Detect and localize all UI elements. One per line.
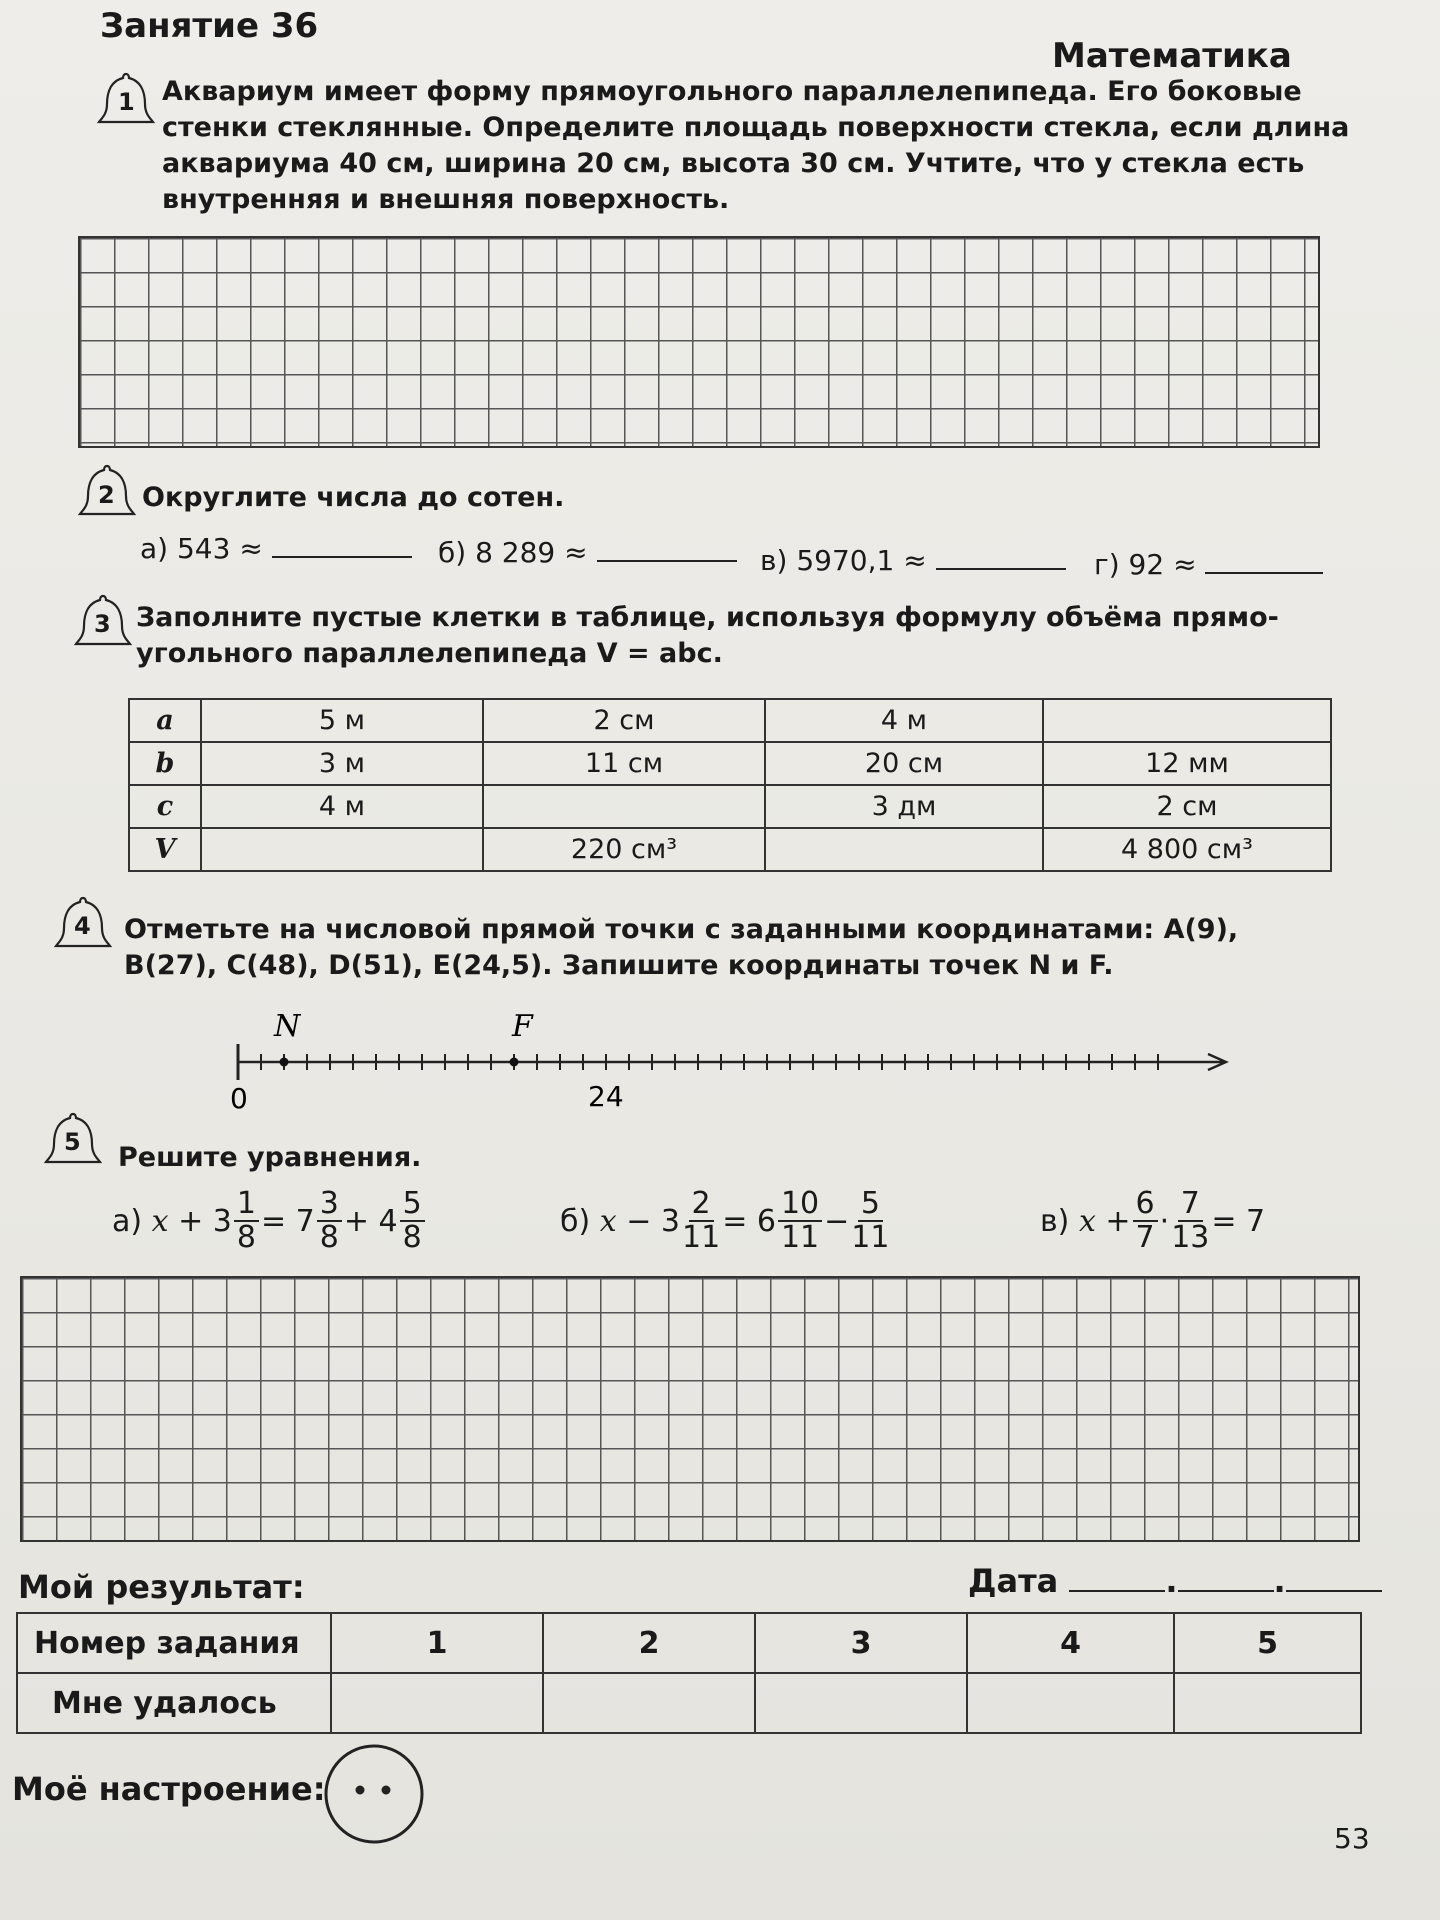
task-2-number: 2 [98, 481, 115, 509]
fraction-numerator: 7 [1178, 1188, 1203, 1222]
fraction-numerator: 10 [778, 1188, 822, 1222]
task-4-text [124, 912, 1238, 984]
fraction [400, 1188, 425, 1254]
fraction-numerator: 6 [1133, 1188, 1158, 1222]
task-2-answer-line[interactable] [936, 544, 1066, 570]
equation-var: x [1078, 1203, 1096, 1239]
task-2-item-label: б) 8 289 ≈ [438, 536, 588, 569]
task-number-cell: 5 [1174, 1613, 1361, 1673]
table-cell-empty[interactable] [201, 828, 483, 871]
task-1-number: 1 [118, 88, 135, 116]
table-cell: 2 см [483, 699, 765, 742]
equation-prefix: в) [1040, 1203, 1070, 1239]
fraction [851, 1188, 889, 1254]
fraction-denominator: 7 [1135, 1220, 1155, 1255]
table-cell: 12 мм [1043, 742, 1331, 785]
table-cell: 5 м [201, 699, 483, 742]
equation-prefix: а) [112, 1203, 143, 1239]
point-n-label: N [274, 1009, 301, 1044]
task-2-item-label: а) 543 ≈ [140, 532, 263, 565]
page-number: 53 [1334, 1822, 1370, 1855]
fraction-denominator: 11 [780, 1220, 820, 1255]
task-2-answer-line[interactable] [272, 532, 412, 558]
task-3-line: угольного параллелепипеда V = abc. [136, 638, 723, 669]
task-1-line: внутренняя и внешняя поверхность. [162, 184, 730, 215]
table-cell: 4 м [201, 785, 483, 828]
equation-prefix: б) [560, 1203, 591, 1239]
equation-part: + 4 [343, 1203, 398, 1239]
result-cell[interactable] [1174, 1673, 1361, 1733]
table-row [17, 1673, 1361, 1733]
task-1-line: аквариума 40 см, ширина 20 см, высота 30 см. Учтите, что у стекла есть [162, 148, 1305, 179]
mood-face-icon[interactable] [322, 1742, 426, 1846]
fraction [682, 1188, 720, 1254]
task-2-answer-line[interactable] [1205, 548, 1323, 574]
point-f-label: F [512, 1009, 533, 1044]
task-5-title: Решите уравнения. [118, 1142, 422, 1173]
table-cell-empty[interactable] [483, 785, 765, 828]
table-cell: 3 м [201, 742, 483, 785]
fraction-denominator: 8 [236, 1220, 256, 1255]
task-5-answer-grid[interactable] [20, 1276, 1360, 1542]
equation-b [560, 1188, 891, 1254]
task-number-cell: 1 [331, 1613, 543, 1673]
table-row [129, 699, 1331, 742]
task-4-line: B(27), C(48), D(51), E(24,5). Запишите координаты точек N и F. [124, 950, 1114, 981]
table-row [17, 1613, 1361, 1673]
date-year-line[interactable] [1286, 1590, 1382, 1592]
fraction-denominator: 11 [851, 1220, 890, 1255]
date-field[interactable]: Дата . . [968, 1562, 1382, 1600]
task-2-item-c [760, 544, 1066, 577]
result-cell[interactable] [755, 1673, 967, 1733]
fraction [1133, 1188, 1158, 1254]
fraction-denominator: 8 [319, 1220, 339, 1255]
task-number-cell: 4 [967, 1613, 1174, 1673]
table-cell-empty[interactable] [765, 828, 1043, 871]
table-cell: 3 дм [765, 785, 1043, 828]
task-number-cell: 2 [543, 1613, 755, 1673]
table-cell: 220 см³ [483, 828, 765, 871]
equation-a [112, 1188, 427, 1254]
fraction-denominator: 8 [402, 1220, 422, 1255]
task-2-title: Округлите числа до сотен. [142, 482, 565, 513]
result-cell[interactable] [331, 1673, 543, 1733]
date-label: Дата [968, 1562, 1059, 1600]
mood-label: Моё настроение: [12, 1770, 326, 1808]
number-line[interactable] [220, 1000, 1240, 1120]
point-n [280, 1058, 289, 1067]
equation-part: − [824, 1203, 850, 1239]
subject-title: Математика [1052, 36, 1292, 76]
fraction [778, 1188, 822, 1254]
table-row [129, 828, 1331, 871]
fraction [1171, 1188, 1209, 1254]
table-cell: 4 м [765, 699, 1043, 742]
task-4-line: Отметьте на числовой прямой точки с заданными координатами: A(9), [124, 914, 1239, 945]
equation-part: · [1159, 1203, 1170, 1239]
row-label: V [129, 828, 201, 871]
mark-24-label: 24 [588, 1080, 624, 1113]
task-1-answer-grid[interactable] [78, 236, 1320, 448]
task-number-cell: 3 [755, 1613, 967, 1673]
task-1-line: стенки стеклянные. Определите площадь поверхности стекла, если длина [162, 112, 1350, 143]
task-3-number: 3 [94, 610, 111, 638]
result-cell[interactable] [967, 1673, 1174, 1733]
volume-table [128, 698, 1332, 872]
task-2-answer-line[interactable] [597, 536, 737, 562]
row-label: c [129, 785, 201, 828]
task-2-item-label: г) 92 ≈ [1094, 548, 1197, 581]
task-2-item-a [140, 532, 412, 565]
task-5-number: 5 [64, 1128, 81, 1156]
fraction-denominator: 11 [682, 1220, 721, 1255]
task-2-item-b [438, 536, 737, 569]
axis-arrow-icon [1208, 1054, 1226, 1070]
task-3-line: Заполните пустые клетки в таблице, используя формулу объёма прямо- [136, 602, 1279, 633]
table-cell: 2 см [1043, 785, 1331, 828]
lesson-title: Занятие 36 [100, 6, 319, 46]
date-month-line[interactable] [1178, 1590, 1274, 1592]
fraction-denominator: 13 [1171, 1220, 1210, 1255]
row-label: Номер задания [17, 1613, 331, 1673]
equation-part: = 6 [722, 1203, 776, 1239]
fraction [234, 1188, 259, 1254]
equation-var: x [599, 1203, 617, 1239]
equation-var: x [151, 1203, 169, 1239]
task-2-item-d [1094, 548, 1323, 581]
fraction-numerator: 1 [234, 1188, 259, 1222]
table-cell-empty[interactable] [1043, 699, 1331, 742]
fraction-numerator: 2 [689, 1188, 714, 1222]
table-cell: 4 800 см³ [1043, 828, 1331, 871]
equation-part: = 7 [1211, 1203, 1266, 1239]
fraction-numerator: 5 [400, 1188, 425, 1222]
point-f [510, 1058, 519, 1067]
row-label: Мне удалось [17, 1673, 331, 1733]
equation-part: − 3 [626, 1203, 680, 1239]
fraction-numerator: 5 [858, 1188, 883, 1222]
task-2-item-label: в) 5970,1 ≈ [760, 544, 927, 577]
result-title: Мой результат: [18, 1568, 305, 1606]
fraction [317, 1188, 342, 1254]
task-4-number: 4 [74, 912, 91, 940]
table-row [129, 742, 1331, 785]
table-cell: 11 см [483, 742, 765, 785]
row-label: b [129, 742, 201, 785]
task-3-text [136, 600, 1279, 672]
equation-part: + [1105, 1203, 1131, 1239]
zero-label: 0 [230, 1082, 248, 1115]
table-row [129, 785, 1331, 828]
row-label: a [129, 699, 201, 742]
table-cell: 20 см [765, 742, 1043, 785]
equation-c [1040, 1188, 1265, 1254]
fraction-numerator: 3 [317, 1188, 342, 1222]
result-cell[interactable] [543, 1673, 755, 1733]
equation-part: + 3 [178, 1203, 232, 1239]
task-1-text [162, 74, 1349, 218]
equation-part: = 7 [260, 1203, 315, 1239]
result-table [16, 1612, 1362, 1734]
date-day-line[interactable] [1069, 1590, 1165, 1592]
task-1-line: Аквариум имеет форму прямоугольного параллелепипеда. Его боковые [162, 76, 1302, 107]
